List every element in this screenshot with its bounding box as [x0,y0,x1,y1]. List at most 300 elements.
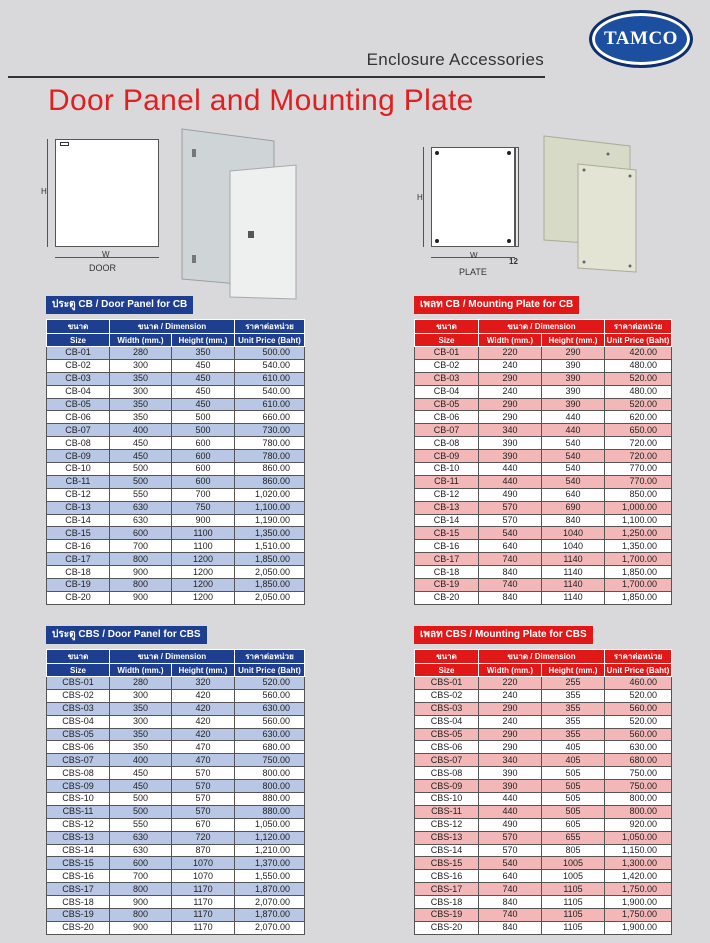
size-cell: CBS-13 [47,831,110,844]
height-cell: 540 [542,437,605,450]
height-cell: 570 [172,780,235,793]
size-cell: CB-07 [415,424,479,437]
price-cell: 800.00 [235,780,305,793]
height-cell: 600 [172,450,235,463]
price-cell: 1,700.00 [605,553,672,566]
price-cell: 560.00 [605,728,672,741]
width-cell: 550 [110,818,172,831]
size-cell: CBS-09 [415,780,479,793]
size-cell: CB-02 [415,359,479,372]
price-cell: 1,850.00 [605,566,672,579]
plate-edge [515,147,519,247]
width-cell: 400 [110,424,172,437]
size-cell: CBS-10 [415,793,479,806]
width-cell: 440 [479,793,542,806]
price-cell: 2,050.00 [235,566,305,579]
height-cell: 450 [172,385,235,398]
height-cell: 700 [172,488,235,501]
logo-text: TAMCO [604,28,678,49]
size-cell: CB-03 [47,372,110,385]
height-cell: 720 [172,831,235,844]
price-cell: 560.00 [235,715,305,728]
size-cell: CB-15 [415,527,479,540]
width-cell: 570 [479,514,542,527]
table-row [47,372,305,385]
table-row [47,385,305,398]
plate-cbs-table [414,649,672,935]
price-cell: 460.00 [605,677,672,690]
width-cell: 540 [479,527,542,540]
table-row [47,566,305,579]
table-row [415,385,672,398]
size-cell: CBS-20 [415,921,479,934]
size-cell: CB-05 [415,398,479,411]
table-row [415,514,672,527]
table-row [415,450,672,463]
height-cell: 570 [172,793,235,806]
size-cell: CB-03 [415,372,479,385]
size-cell: CB-12 [415,488,479,501]
price-cell: 520.00 [605,715,672,728]
size-cell: CBS-17 [415,883,479,896]
width-cell: 290 [479,702,542,715]
size-cell: CBS-03 [415,702,479,715]
height-cell: 450 [172,359,235,372]
size-cell: CB-01 [47,347,110,360]
size-cell: CB-05 [47,398,110,411]
width-cell: 350 [110,702,172,715]
table-row [415,741,672,754]
size-cell: CBS-14 [415,844,479,857]
hinge-icon [192,149,196,157]
height-cell: 900 [172,514,235,527]
price-cell: 1,100.00 [605,514,672,527]
width-cell: 570 [479,844,542,857]
price-cell: 800.00 [605,805,672,818]
width-cell: 300 [110,689,172,702]
height-cell: 390 [542,398,605,411]
height-cell: 450 [172,372,235,385]
width-cell: 800 [110,579,172,592]
price-cell: 1,870.00 [235,909,305,922]
plate-height-label: H [417,193,423,202]
height-cell: 570 [172,767,235,780]
height-cell: 540 [542,475,605,488]
height-cell: 1005 [542,857,605,870]
height-cell: 290 [542,347,605,360]
price-cell: 680.00 [605,754,672,767]
table-row [415,702,672,715]
price-cell: 1,190.00 [235,514,305,527]
price-cell: 850.00 [605,488,672,501]
size-cell: CB-11 [415,475,479,488]
header-rule [8,76,545,78]
price-cell: 520.00 [605,372,672,385]
height-cell: 450 [172,398,235,411]
height-cell: 540 [542,450,605,463]
price-cell: 720.00 [605,437,672,450]
height-cell: 1040 [542,527,605,540]
width-cell: 840 [479,896,542,909]
size-cell: CB-10 [415,463,479,476]
width-cell: 740 [479,909,542,922]
plate-cb-caption: เพลท CB / Mounting Plate for CB [414,296,579,314]
table-row [415,883,672,896]
door-panel-front [230,165,296,299]
width-cell: 290 [479,411,542,424]
table-row [47,437,305,450]
table-row [415,715,672,728]
door-cbs-caption: ประตู CBS / Door Panel for CBS [46,626,207,644]
table-row [47,359,305,372]
width-cell: 500 [110,463,172,476]
price-cell: 770.00 [605,475,672,488]
size-header-th: ขนาด [415,320,479,334]
width-cell: 300 [110,359,172,372]
table-row [415,488,672,501]
door-drawing [55,139,159,247]
plate-thickness-label: 12 [509,257,518,266]
height-cell: 1200 [172,579,235,592]
hole-icon [435,151,439,155]
table-row [415,818,672,831]
height-cell: 1040 [542,540,605,553]
table-row [415,398,672,411]
price-cell: 1,900.00 [605,921,672,934]
table-row [415,909,672,922]
width-cell: 440 [479,475,542,488]
price-cell: 2,070.00 [235,921,305,934]
height-cell: 1105 [542,909,605,922]
hole-icon [507,239,511,243]
size-cell: CB-09 [415,450,479,463]
height-header: Height (mm.) [542,334,605,347]
price-header-en: Unit Price (Baht) [605,334,672,347]
table-row [47,805,305,818]
price-cell: 1,120.00 [235,831,305,844]
width-cell: 840 [479,591,542,604]
width-cell: 390 [479,767,542,780]
price-header-en: Unit Price (Baht) [235,664,305,677]
table-row [415,540,672,553]
width-cell: 390 [479,437,542,450]
height-cell: 470 [172,741,235,754]
price-cell: 780.00 [235,450,305,463]
door-height-line [47,139,48,247]
height-cell: 670 [172,818,235,831]
width-cell: 540 [479,857,542,870]
size-cell: CBS-01 [47,677,110,690]
dimension-header: ขนาด / Dimension [110,650,235,664]
width-cell: 630 [110,831,172,844]
height-cell: 1100 [172,540,235,553]
width-cell: 290 [479,741,542,754]
width-cell: 900 [110,566,172,579]
width-cell: 390 [479,450,542,463]
table-row [47,896,305,909]
height-cell: 605 [542,818,605,831]
width-cell: 640 [479,540,542,553]
height-cell: 1140 [542,579,605,592]
height-cell: 690 [542,501,605,514]
size-cell: CB-12 [47,488,110,501]
height-cell: 1140 [542,591,605,604]
price-cell: 480.00 [605,359,672,372]
width-cell: 450 [110,767,172,780]
width-header: Width (mm.) [479,334,542,347]
height-cell: 420 [172,715,235,728]
size-cell: CBS-11 [415,805,479,818]
width-cell: 350 [110,398,172,411]
size-header-th: ขนาด [47,320,110,334]
price-cell: 720.00 [605,450,672,463]
height-cell: 600 [172,475,235,488]
height-cell: 420 [172,728,235,741]
size-cell: CBS-13 [415,831,479,844]
size-cell: CBS-12 [415,818,479,831]
width-cell: 490 [479,818,542,831]
table-row [47,411,305,424]
width-header: Width (mm.) [110,334,172,347]
table-row [47,741,305,754]
width-cell: 630 [110,501,172,514]
width-cell: 800 [110,909,172,922]
size-cell: CB-09 [47,450,110,463]
price-cell: 800.00 [235,767,305,780]
size-cell: CB-16 [415,540,479,553]
price-cell: 650.00 [605,424,672,437]
price-cell: 540.00 [235,385,305,398]
height-cell: 1105 [542,921,605,934]
table-row [47,591,305,604]
price-cell: 770.00 [605,463,672,476]
width-cell: 630 [110,514,172,527]
width-cell: 390 [479,780,542,793]
width-cell: 570 [479,501,542,514]
height-cell: 1170 [172,921,235,934]
table-row [415,579,672,592]
width-cell: 800 [110,553,172,566]
door-label: DOOR [89,263,116,273]
door-latch-icon [60,142,69,146]
price-cell: 630.00 [235,728,305,741]
table-row [47,883,305,896]
width-cell: 300 [110,385,172,398]
height-cell: 640 [542,488,605,501]
table-row [47,501,305,514]
price-cell: 1,700.00 [605,579,672,592]
table-row [47,715,305,728]
price-cell: 920.00 [605,818,672,831]
size-cell: CBS-19 [415,909,479,922]
size-cell: CB-06 [415,411,479,424]
height-cell: 1170 [172,883,235,896]
table-row [47,488,305,501]
table-row [415,793,672,806]
width-cell: 440 [479,463,542,476]
price-cell: 520.00 [235,677,305,690]
price-cell: 750.00 [235,754,305,767]
size-cell: CB-16 [47,540,110,553]
table-row [415,844,672,857]
plate-drawing [431,147,515,247]
price-cell: 1,850.00 [235,579,305,592]
price-cell: 800.00 [605,793,672,806]
size-cell: CB-08 [415,437,479,450]
size-cell: CB-07 [47,424,110,437]
door-cbs-table [46,649,305,935]
height-cell: 1070 [172,857,235,870]
price-cell: 1,020.00 [235,488,305,501]
price-cell: 880.00 [235,805,305,818]
table-row [415,424,672,437]
width-cell: 400 [110,754,172,767]
price-header-th: ราคาต่อหน่วย [235,650,305,664]
height-cell: 1200 [172,566,235,579]
table-row [415,347,672,360]
price-cell: 1,900.00 [605,896,672,909]
size-cell: CBS-15 [415,857,479,870]
price-cell: 500.00 [235,347,305,360]
width-cell: 740 [479,553,542,566]
width-cell: 300 [110,715,172,728]
size-cell: CB-04 [47,385,110,398]
size-cell: CBS-18 [415,896,479,909]
height-cell: 1105 [542,883,605,896]
table-row [415,677,672,690]
table-row [47,857,305,870]
table-row [47,870,305,883]
size-cell: CB-02 [47,359,110,372]
height-cell: 420 [172,702,235,715]
size-cell: CBS-08 [415,767,479,780]
height-cell: 1105 [542,896,605,909]
table-row [47,754,305,767]
plate-cbs-caption: เพลท CBS / Mounting Plate for CBS [414,626,593,644]
door-height-label: H [41,187,47,196]
table-row [415,411,672,424]
table-row [415,566,672,579]
price-cell: 860.00 [235,475,305,488]
size-cell: CBS-07 [47,754,110,767]
width-cell: 240 [479,715,542,728]
dimension-header: ขนาด / Dimension [110,320,235,334]
size-cell: CBS-02 [415,689,479,702]
table-row [47,463,305,476]
width-cell: 290 [479,728,542,741]
size-cell: CBS-06 [47,741,110,754]
lock-icon [248,231,254,238]
price-cell: 1,850.00 [235,553,305,566]
size-cell: CBS-05 [47,728,110,741]
price-cell: 1,870.00 [235,883,305,896]
height-cell: 255 [542,677,605,690]
size-cell: CB-11 [47,475,110,488]
height-cell: 1200 [172,591,235,604]
size-cell: CB-10 [47,463,110,476]
height-cell: 540 [542,463,605,476]
price-header-th: ราคาต่อหน่วย [605,650,672,664]
price-cell: 620.00 [605,411,672,424]
width-cell: 630 [110,844,172,857]
height-cell: 355 [542,702,605,715]
size-cell: CB-08 [47,437,110,450]
price-cell: 420.00 [605,347,672,360]
width-cell: 450 [110,437,172,450]
price-cell: 610.00 [235,372,305,385]
table-row [415,754,672,767]
dimension-header: ขนาด / Dimension [479,650,605,664]
size-cell: CBS-16 [47,870,110,883]
price-cell: 1,100.00 [235,501,305,514]
width-cell: 240 [479,359,542,372]
table-row [47,767,305,780]
price-cell: 1,210.00 [235,844,305,857]
width-cell: 840 [479,566,542,579]
price-cell: 660.00 [235,411,305,424]
size-cell: CBS-04 [47,715,110,728]
table-row [415,372,672,385]
height-cell: 750 [172,501,235,514]
height-cell: 1100 [172,527,235,540]
width-header: Width (mm.) [479,664,542,677]
height-cell: 355 [542,715,605,728]
door-cb-caption: ประตู CB / Door Panel for CB [46,296,193,314]
price-cell: 680.00 [235,741,305,754]
price-cell: 540.00 [235,359,305,372]
table-row [47,921,305,934]
height-cell: 570 [172,805,235,818]
table-row [47,793,305,806]
width-cell: 350 [110,372,172,385]
hole-icon [435,239,439,243]
height-cell: 870 [172,844,235,857]
height-cell: 840 [542,514,605,527]
height-cell: 355 [542,689,605,702]
size-cell: CBS-02 [47,689,110,702]
size-cell: CB-13 [415,501,479,514]
table-row [47,818,305,831]
price-cell: 750.00 [605,767,672,780]
plate-width-label: W [470,251,478,260]
size-cell: CBS-06 [415,741,479,754]
dimension-header: ขนาด / Dimension [479,320,605,334]
size-cell: CB-18 [415,566,479,579]
width-cell: 900 [110,591,172,604]
height-cell: 1170 [172,909,235,922]
width-header: Width (mm.) [110,664,172,677]
size-header-th: ขนาด [415,650,479,664]
height-cell: 1140 [542,553,605,566]
size-cell: CBS-14 [47,844,110,857]
table-row [47,514,305,527]
price-cell: 630.00 [605,741,672,754]
price-cell: 1,850.00 [605,591,672,604]
height-cell: 355 [542,728,605,741]
height-cell: 500 [172,424,235,437]
size-cell: CB-18 [47,566,110,579]
table-row [47,540,305,553]
size-cell: CB-19 [415,579,479,592]
table-row [47,677,305,690]
width-cell: 740 [479,883,542,896]
width-cell: 240 [479,385,542,398]
height-cell: 390 [542,359,605,372]
size-cell: CB-01 [415,347,479,360]
plate-cb-table [414,319,672,605]
width-cell: 640 [479,870,542,883]
price-cell: 1,370.00 [235,857,305,870]
